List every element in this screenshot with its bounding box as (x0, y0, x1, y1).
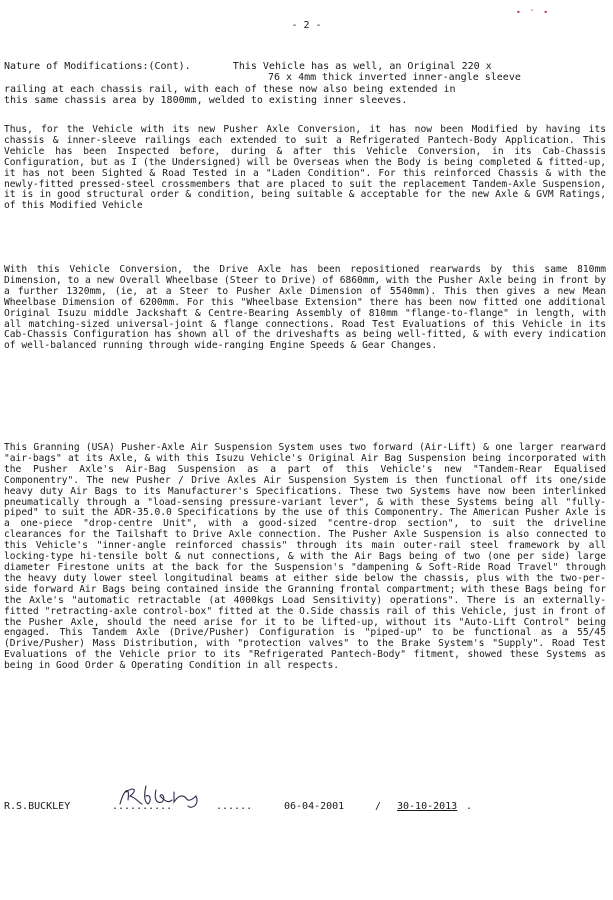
signature-footer (4, 801, 604, 900)
date-revised: 30-10-2013 (397, 801, 458, 812)
header-line-1-text: This Vehicle has as well, an Original 220 x (232, 61, 492, 72)
date-separator: / (375, 801, 382, 812)
footer-period: . (466, 801, 473, 812)
signature-dots-left: .......... (112, 801, 173, 812)
header-line-3: railing at each chassis rail, with each of these now also being extended in (4, 83, 456, 95)
header-line-4: this same chassis area by 1800mm, welded to existing inner sleeves. (4, 94, 408, 106)
modifications-header (4, 61, 608, 106)
header-line-1 (4, 61, 608, 72)
ink-marks: • ' • (516, 8, 551, 17)
signature-dots-right: ...... (216, 801, 253, 812)
signatory-name: R.S.BUCKLEY (4, 801, 71, 812)
date-original: 06-04-2001 (284, 801, 345, 812)
paragraph-chassis-modification: Thus, for the Vehicle with its new Pusher Axle Conversion, it has now been Modified by having its chassis & inner-sleeve railings each extended to suit a Refrigerated Pantech-Body Application. This Vehicle has been Inspected before, during & after this Vehicle Conversion, in its Cab-Chassis Configuration, but as I (the Undersigned) will be Overseas when the Body is being completed & fitted-up, it has not been Sighted & Road Tested in a "Laden Condition". For this reinforced Chassis & with the newly-fitted pressed-steel crossmembers that are placed to suit the replacement Tandem-Axle Suspension, it is in good structural order & condition, being suitable & acceptable for the new Axle & GVM Ratings, of this Modified Vehicle (4, 124, 606, 212)
header-line-2: 76 x 4mm thick inverted inner-angle sleeve (268, 72, 521, 84)
paragraph-wheelbase: With this Vehicle Conversion, the Drive Axle has been repositioned rearwards by this same 810mm Dimension, to a new Overall Wheelbase (Steer to Drive) of 6860mm, with the Pusher Axle being in front by a further 1320mm, (ie, at a Steer to Pusher Axle Dimension of 5540mm). This then gives a new Mean Wheelbase Dimension of 6200mm. For this "Wheelbase Extension" there has been now fitted one additional Original Isuzu middle Jackshaft & Centre-Bearing Assembly of 810mm "flange-to-flange" in length, with all matching-sized universal-joint & flange connections. Road Test Evaluations of this Vehicle in its Cab-Chassis Configuration has shown all of the driveshafts as being well-fitted, & with every indication of well-balanced running through wide-ranging Engine Speeds & Gear Changes. (4, 264, 606, 352)
page-number: - 2 - (291, 20, 322, 31)
header-label: Nature of Modifications:(Cont). (4, 61, 191, 72)
paragraph-air-suspension: This Granning (USA) Pusher-Axle Air Suspension System uses two forward (Air-Lift) & one larger rearward "air-bags" at its Axle, & with this Isuzu Vehicle's Original Air Bag Suspension being incorporated with the Pusher Axle's Air-Bag Suspension as a part of this Vehicle's new "Tandem-Rear Equalised Componentry". The new Pusher / Drive Axles Air Suspension System is then functional off its one/side heavy duty Air Bags to its Manufacturer's Specifications. These two Systems have now been interlinked pneumatically through a "load-sensing pressure-variant lever", & with these Systems being all "fully-piped" to suit the ADR-35.0.0 Specifications by the use of this Componentry. The American Pusher Axle is a one-piece "drop-centre Unit", with a good-sized "centre-drop section", to suit the driveline clearances for the Tailshaft to Drive Axle connection. The Pusher Axle Suspension is also connected to this Vehicle's "inner-angle reinforced chassis" through its main outer-rail steel framework by all locking-type hi-tensile bolt & nut connections, & with the Air Bags being of two (one per side) large diameter Firestone units at the back for the Suspension's "dampening & Soft-Ride Road Travel" through the heavy duty lower steel longitudinal beams at either side below the chassis, plus with the two-per-side forward Air Bags being contained inside the Granning frontal compartment; with these Bags being for the Axle's "automatic retractable (at 4000kgs Load Sensitivity) operations". There is an externally-fitted "retracting-axle control-box" fitted at the O.Side chassis rail of this Vehicle, just in front of the Pusher Axle, should the need arise for it to be lifted-up, without its "Auto-Lift Control" being engaged. This Tandem Axle (Drive/Pusher) Configuration is "piped-up" to be functional as a 55/45 (Drive/Pusher) Mass Distribution, with "protection valves" to the Brake System's "Supply". Road Test Evaluations of the Vehicle prior to its "Refrigerated Pantech-Body" fitment, showed these Systems as being in Good Order & Operating Condition in all respects. (4, 442, 606, 672)
